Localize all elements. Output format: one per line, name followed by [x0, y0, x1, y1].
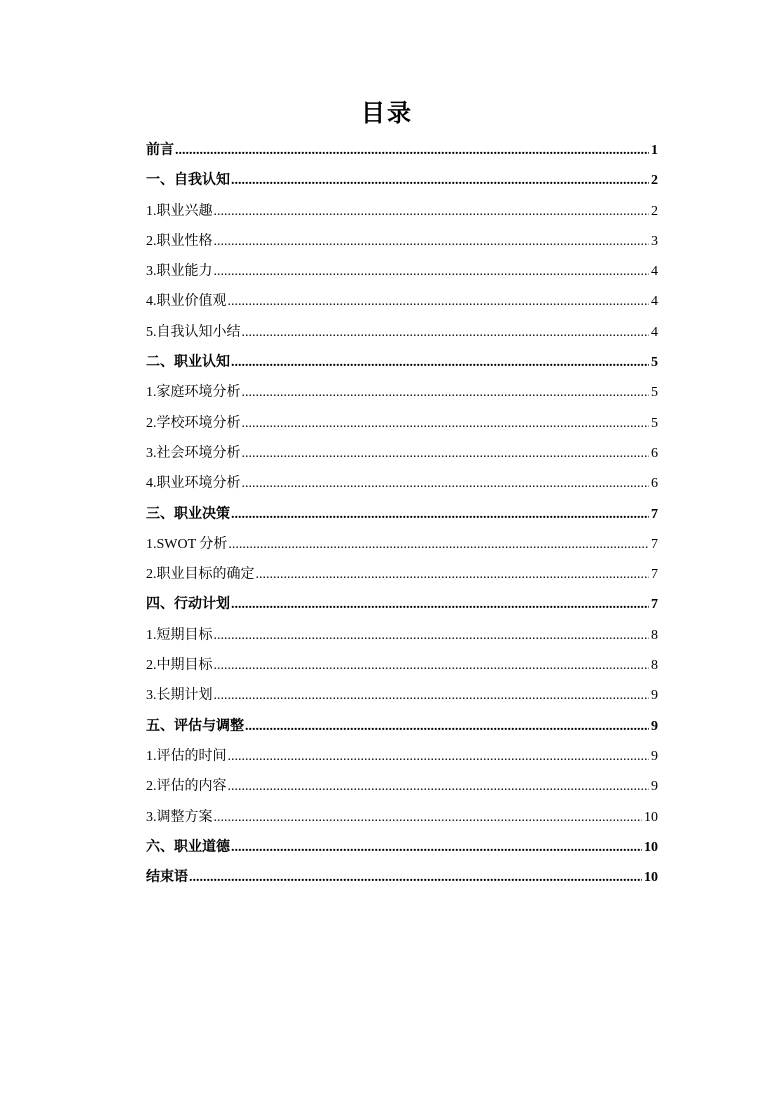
table-of-contents: [146, 136, 658, 893]
toc-entry-label: 4.职业价值观: [146, 294, 227, 310]
toc-entry[interactable]: [146, 772, 658, 802]
toc-entry[interactable]: [146, 197, 658, 227]
toc-entry-label: 五、评估与调整: [146, 718, 244, 734]
toc-entry[interactable]: [146, 439, 658, 469]
toc-entry[interactable]: [146, 409, 658, 439]
toc-dot-leader: [231, 590, 649, 620]
toc-entry-page-number: 3: [651, 233, 658, 249]
toc-entry-label: 一、自我认知: [146, 173, 230, 189]
toc-dot-leader: [214, 651, 650, 681]
page-title: 目录: [361, 101, 413, 127]
toc-entry[interactable]: [146, 166, 658, 196]
toc-dot-leader: [242, 469, 650, 499]
toc-entry-page-number: 10: [644, 839, 658, 855]
toc-dot-leader: [231, 348, 649, 378]
toc-entry[interactable]: [146, 318, 658, 348]
toc-entry-page-number: 4: [651, 264, 658, 280]
toc-dot-leader: [242, 378, 650, 408]
toc-entry-page-number: 10: [644, 870, 658, 886]
toc-entry[interactable]: [146, 863, 658, 893]
toc-entry[interactable]: [146, 803, 658, 833]
toc-dot-leader: [231, 166, 649, 196]
toc-entry-label: 3.调整方案: [146, 809, 213, 825]
toc-entry[interactable]: [146, 742, 658, 772]
toc-entry-label: 3.职业能力: [146, 264, 213, 280]
toc-dot-leader: [189, 863, 642, 893]
toc-entry-label: 1.SWOT 分析: [146, 536, 228, 552]
toc-entry-page-number: 6: [651, 476, 658, 492]
toc-entry-label: 4.职业环境分析: [146, 476, 241, 492]
toc-entry[interactable]: [146, 257, 658, 287]
toc-dot-leader: [245, 712, 649, 742]
toc-entry-label: 前言: [146, 143, 174, 158]
toc-entry[interactable]: [146, 712, 658, 742]
toc-entry[interactable]: [146, 833, 658, 863]
toc-entry-page-number: 9: [651, 779, 658, 795]
toc-entry-page-number: 5: [651, 355, 658, 371]
toc-dot-leader: [228, 742, 650, 772]
toc-entry-label: 2.职业目标的确定: [146, 567, 255, 583]
toc-entry-label: 二、职业认知: [146, 355, 230, 371]
toc-dot-leader: [214, 227, 650, 257]
toc-entry[interactable]: [146, 287, 658, 317]
toc-entry-page-number: 7: [651, 567, 658, 583]
toc-entry-label: 5.自我认知小结: [146, 324, 241, 340]
toc-entry[interactable]: [146, 530, 658, 560]
toc-entry-label: 2.中期目标: [146, 658, 213, 674]
toc-entry-page-number: 7: [651, 506, 658, 522]
toc-dot-leader: [231, 833, 642, 863]
toc-entry-label: 四、行动计划: [146, 597, 230, 613]
toc-dot-leader: [214, 803, 643, 833]
toc-dot-leader: [214, 621, 650, 651]
toc-entry[interactable]: [146, 590, 658, 620]
toc-entry-page-number: 1: [651, 143, 658, 158]
toc-dot-leader: [214, 197, 650, 227]
toc-entry-label: 1.家庭环境分析: [146, 385, 241, 401]
toc-dot-leader: [231, 500, 649, 530]
toc-entry-page-number: 7: [651, 597, 658, 613]
toc-entry-label: 结束语: [146, 870, 188, 886]
toc-entry-label: 1.短期目标: [146, 627, 213, 643]
toc-entry-label: 2.职业性格: [146, 233, 213, 249]
toc-entry-page-number: 8: [651, 627, 658, 643]
toc-dot-leader: [228, 772, 650, 802]
toc-entry[interactable]: [146, 348, 658, 378]
toc-entry-label: 2.学校环境分析: [146, 415, 241, 431]
toc-entry[interactable]: [146, 500, 658, 530]
toc-dot-leader: [214, 257, 650, 287]
toc-entry[interactable]: [146, 469, 658, 499]
toc-entry[interactable]: [146, 621, 658, 651]
toc-entry-page-number: 8: [651, 658, 658, 674]
toc-dot-leader: [242, 439, 650, 469]
toc-dot-leader: [214, 681, 650, 711]
toc-entry-page-number: 10: [644, 809, 658, 825]
toc-entry-page-number: 7: [651, 536, 658, 552]
toc-entry-page-number: 9: [651, 688, 658, 704]
toc-entry-page-number: 9: [651, 718, 658, 734]
toc-entry[interactable]: [146, 651, 658, 681]
toc-dot-leader: [242, 409, 650, 439]
toc-entry-label: 六、职业道德: [146, 839, 230, 855]
toc-dot-leader: [175, 136, 649, 166]
toc-entry-page-number: 5: [651, 415, 658, 431]
toc-entry-page-number: 4: [651, 294, 658, 310]
toc-dot-leader: [228, 287, 650, 317]
toc-entry-label: 1.评估的时间: [146, 748, 227, 764]
toc-entry[interactable]: [146, 681, 658, 711]
toc-entry-label: 1.职业兴趣: [146, 203, 213, 219]
toc-dot-leader: [242, 318, 650, 348]
toc-entry[interactable]: [146, 227, 658, 257]
toc-entry-label: 3.社会环境分析: [146, 445, 241, 461]
toc-entry-label: 三、职业决策: [146, 506, 230, 522]
toc-entry-page-number: 6: [651, 445, 658, 461]
toc-entry-page-number: 2: [651, 203, 658, 219]
toc-entry-label: 2.评估的内容: [146, 779, 227, 795]
toc-dot-leader: [228, 530, 649, 560]
toc-entry[interactable]: [146, 136, 658, 166]
toc-entry-label: 3.长期计划: [146, 688, 213, 704]
toc-entry-page-number: 9: [651, 748, 658, 764]
toc-dot-leader: [256, 560, 650, 590]
toc-entry-page-number: 5: [651, 385, 658, 401]
toc-entry-page-number: 4: [651, 324, 658, 340]
toc-entry[interactable]: [146, 378, 658, 408]
toc-entry[interactable]: [146, 560, 658, 590]
toc-entry-page-number: 2: [651, 173, 658, 189]
